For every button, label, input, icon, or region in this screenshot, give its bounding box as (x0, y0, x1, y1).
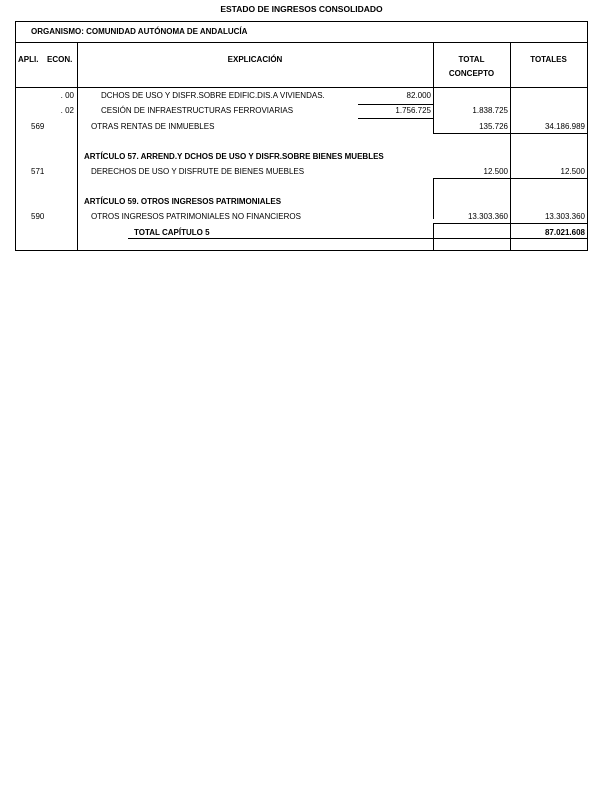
sub-underline (358, 118, 433, 119)
header-divider (15, 87, 588, 88)
header-total: TOTAL (458, 55, 485, 64)
col-sep-concepto-header (433, 42, 434, 88)
row-concepto: 135.726 (479, 122, 508, 131)
row-sub: 1.756.725 (395, 106, 431, 115)
header-concepto: CONCEPTO (448, 69, 495, 78)
sub-underline (358, 104, 433, 105)
header-totales: TOTALES (530, 55, 567, 64)
col-sep-concepto-g3 (433, 223, 434, 250)
row-totales: 12.500 (560, 167, 585, 176)
header-econ: ECON. (47, 55, 73, 64)
total-underline (128, 238, 587, 239)
row-text: OTRAS RENTAS DE INMUEBLES (91, 122, 215, 131)
row-concepto: 1.838.725 (472, 106, 508, 115)
row-text: CESIÓN DE INFRAESTRUCTURAS FERROVIARIAS (101, 106, 294, 115)
row-text: OTROS INGRESOS PATRIMONIALES NO FINANCIEROS (91, 212, 301, 221)
table-left-border (15, 21, 16, 251)
row-text: DERECHOS DE USO Y DISFRUTE DE BIENES MUEBLES (91, 167, 305, 176)
total-capitulo-label: TOTAL CAPÍTULO 5 (134, 228, 210, 237)
concepto-underline (433, 223, 587, 224)
row-text: DCHOS DE USO Y DISFR.SOBRE EDIFIC.DIS.A VIVIENDAS. (101, 91, 325, 100)
page-title: ESTADO DE INGRESOS CONSOLIDADO (220, 4, 383, 14)
concepto-underline (433, 178, 587, 179)
row-apli: 569 (31, 122, 45, 131)
concepto-underline (433, 133, 587, 134)
article-heading: ARTÍCULO 59. OTROS INGRESOS PATRIMONIALES (84, 197, 282, 206)
row-econ: . 00 (60, 91, 74, 100)
organismo-divider (15, 42, 588, 43)
table-bottom-border (15, 250, 588, 251)
organismo-label: ORGANISMO: COMUNIDAD AUTÓNOMA DE ANDALUCÍA (31, 27, 248, 36)
row-apli: 590 (31, 212, 45, 221)
row-sub: 82.000 (406, 91, 431, 100)
col-sep-econ (77, 42, 78, 250)
row-apli: 571 (31, 167, 45, 176)
row-totales: 13.303.360 (544, 212, 585, 221)
header-apli: APLI. (18, 55, 39, 64)
article-heading: ARTÍCULO 57. ARREND.Y DCHOS DE USO Y DISFR.SOBRE BIENES MUEBLES (84, 152, 384, 161)
row-totales: 34.186.989 (544, 122, 585, 131)
table-right-border (587, 21, 588, 251)
col-sep-concepto-g1 (433, 87, 434, 133)
total-capitulo-value: 87.021.608 (544, 228, 585, 237)
row-econ: . 02 (60, 106, 74, 115)
table-top-border (15, 21, 588, 22)
header-explicacion: EXPLICACIÓN (227, 55, 283, 64)
col-sep-totales (510, 42, 511, 250)
row-concepto: 12.500 (483, 167, 508, 176)
row-concepto: 13.303.360 (467, 212, 508, 221)
col-sep-concepto-g2 (433, 178, 434, 219)
